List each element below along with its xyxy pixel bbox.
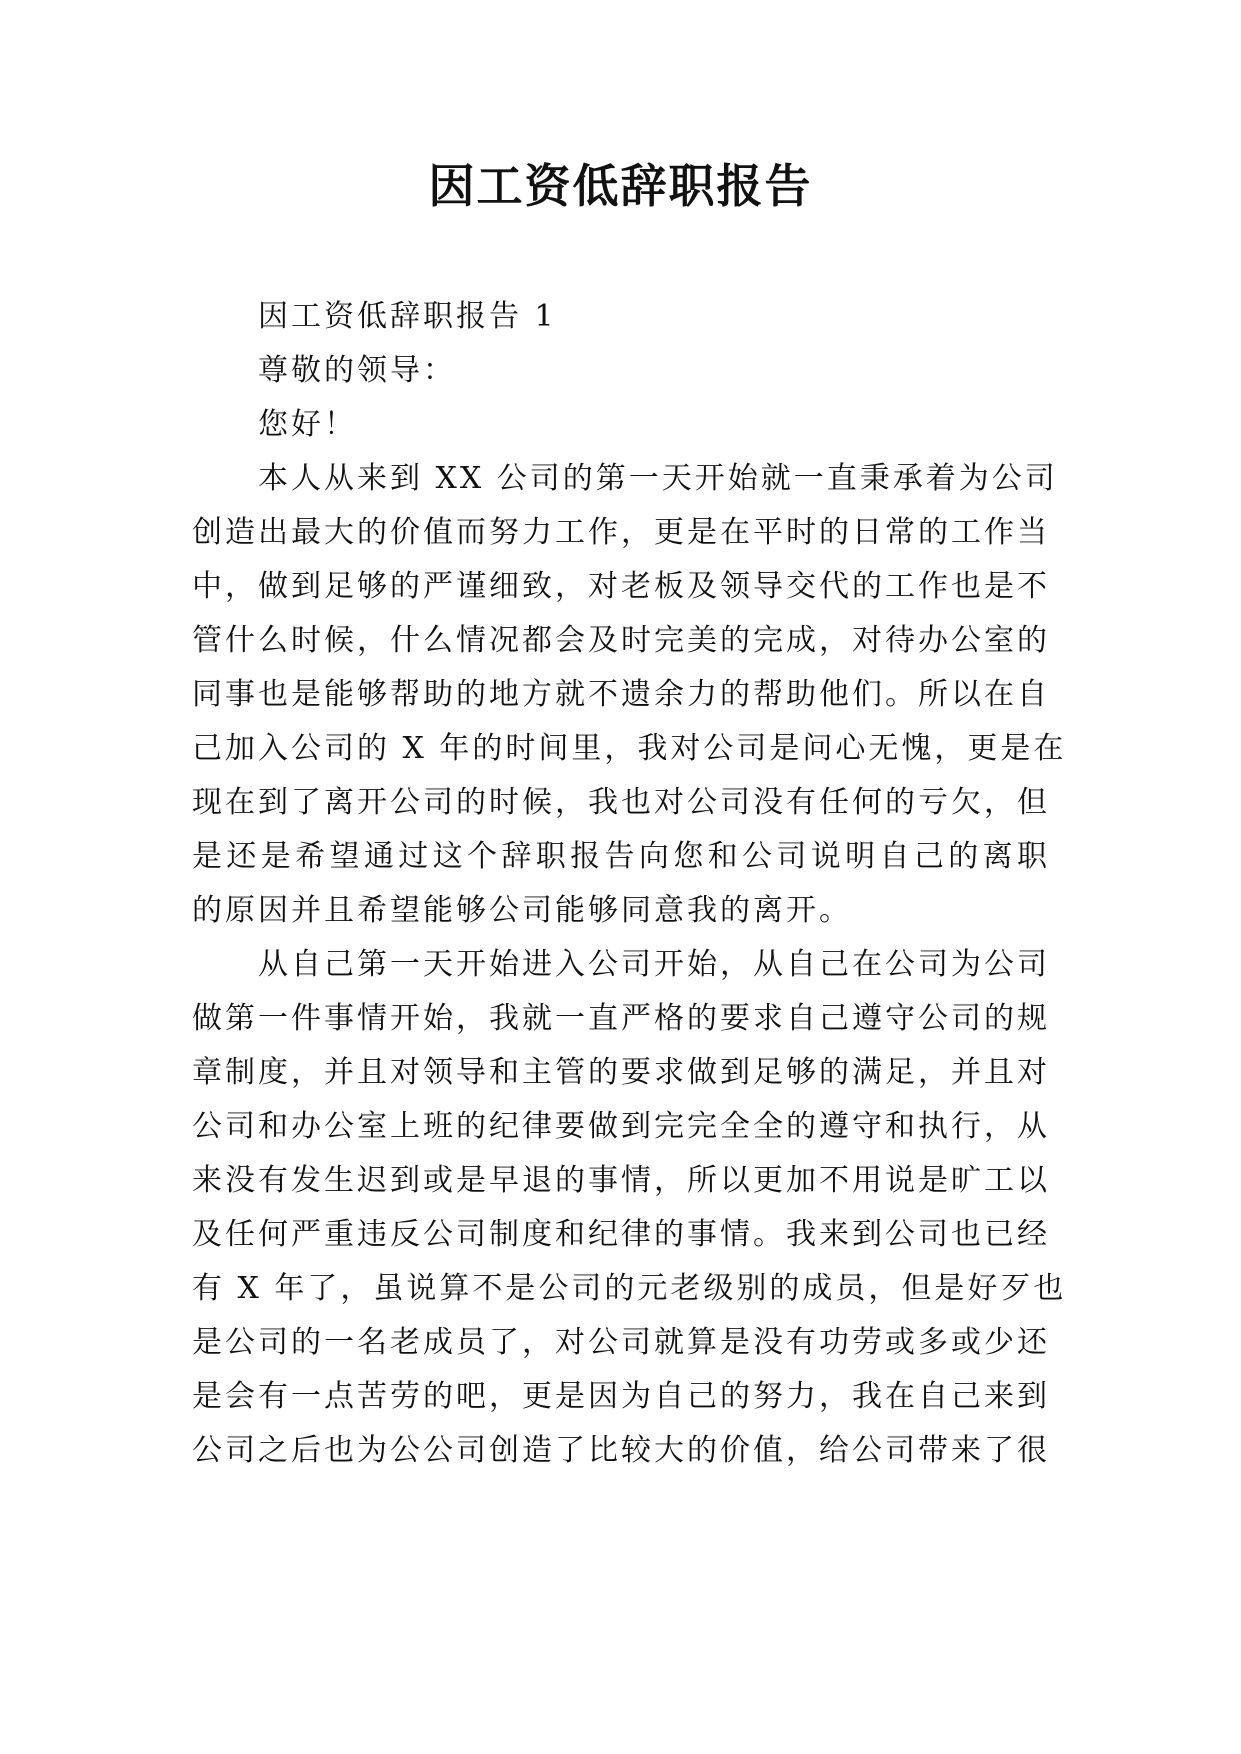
paragraph-2-line-5: 来没有发生迟到或是早退的事情，所以更加不用说是旷工以 — [192, 1163, 1050, 1198]
document-title: 因工资低辞职报告 — [428, 159, 813, 213]
paragraph-1-line-4: 管什么时候，什么情况都会及时完美的完成，对待办公室的 — [192, 623, 1050, 658]
paragraph-1-line-9: 的原因并且希望能够公司能够同意我的离开。 — [192, 893, 852, 928]
paragraph-1-line-2: 创造出最大的价值而努力工作，更是在平时的日常的工作当 — [192, 515, 1050, 550]
paragraph-1-line-8: 是还是希望通过这个辞职报告向您和公司说明自己的离职 — [192, 839, 1050, 874]
paragraph-2-line-9: 是会有一点苦劳的吧，更是因为自己的努力，我在自己来到 — [192, 1379, 1050, 1414]
greeting: 您好！ — [258, 407, 357, 442]
paragraph-2-line-4: 公司和办公室上班的纪律要做到完完全全的遵守和执行，从 — [192, 1109, 1050, 1144]
paragraph-1-line-7: 现在到了离开公司的时候，我也对公司没有任何的亏欠，但 — [192, 785, 1050, 820]
paragraph-2-line-1: 从自己第一天开始进入公司开始，从自己在公司为公司 — [258, 947, 1050, 982]
document-body — [192, 290, 1067, 1478]
paragraph-1-line-3: 中，做到足够的严谨细致，对老板及领导交代的工作也是不 — [192, 569, 1050, 604]
paragraph-1-line-1: 本人从来到 XX 公司的第一天开始就一直秉承着为公司 — [258, 461, 1058, 496]
report-heading: 因工资低辞职报告 1 — [258, 299, 557, 334]
paragraph-2-line-2: 做第一件事情开始，我就一直严格的要求自己遵守公司的规 — [192, 1001, 1050, 1036]
paragraph-2-line-3: 章制度，并且对领导和主管的要求做到足够的满足，并且对 — [192, 1055, 1050, 1090]
paragraph-2-line-8: 是公司的一名老成员了，对公司就算是没有功劳或多或少还 — [192, 1325, 1050, 1360]
paragraph-1-line-5: 同事也是能够帮助的地方就不遗余力的帮助他们。所以在自 — [192, 677, 1050, 712]
salutation: 尊敬的领导： — [258, 353, 456, 388]
paragraph-2-line-7: 有 X 年了，虽说算不是公司的元老级别的成员，但是好歹也 — [192, 1271, 1067, 1306]
paragraph-2-line-10: 公司之后也为公公司创造了比较大的价值，给公司带来了很 — [192, 1433, 1050, 1468]
paragraph-1-line-6: 己加入公司的 X 年的时间里，我对公司是问心无愧，更是在 — [192, 731, 1067, 766]
paragraph-2-line-6: 及任何严重违反公司制度和纪律的事情。我来到公司也已经 — [192, 1217, 1050, 1252]
